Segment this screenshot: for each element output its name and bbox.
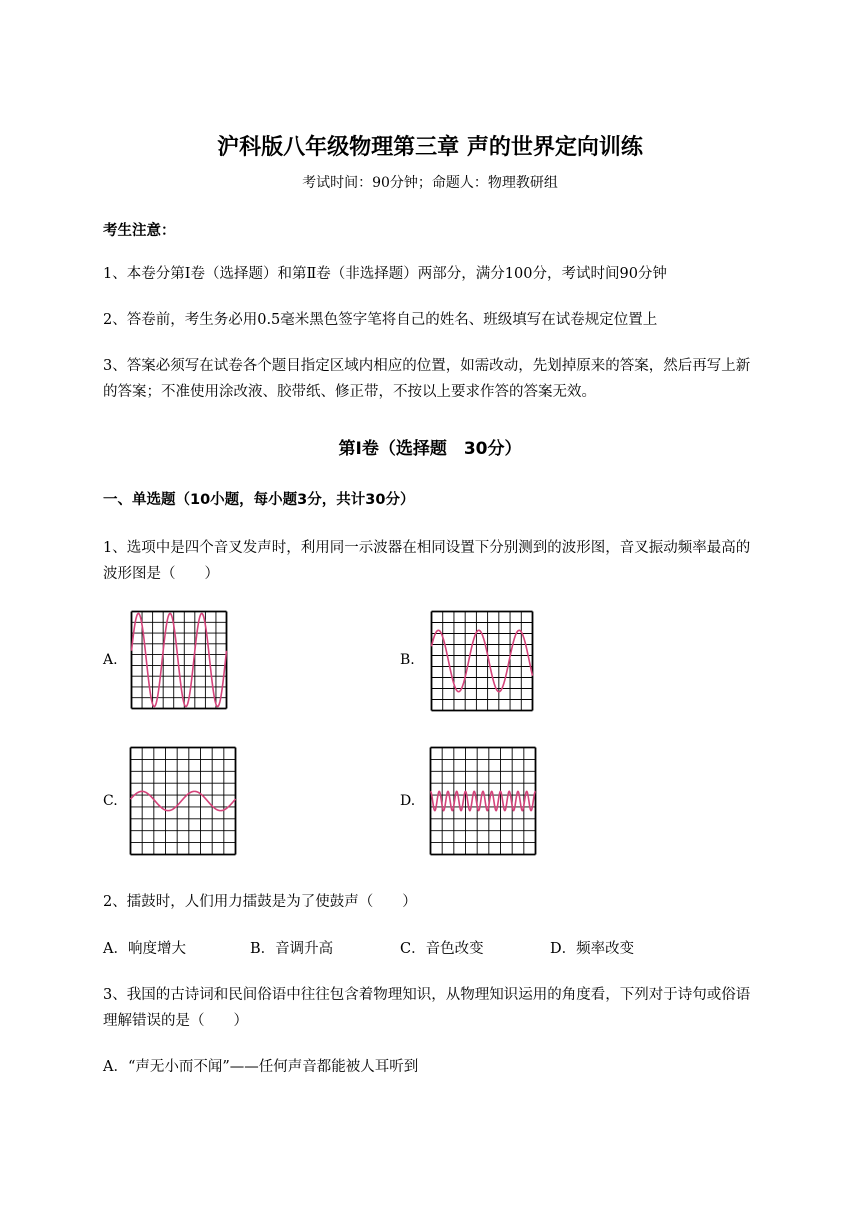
question-2-stem: 2、擂鼓时，人们用力擂鼓是为了使鼓声（ ） (103, 894, 417, 910)
notice-heading: 考生注意： (103, 223, 176, 239)
waveform-line (432, 630, 533, 691)
page-title: 沪科版八年级物理第三章 声的世界定向训练 (217, 135, 643, 160)
q1-option-d-waveform[interactable] (429, 746, 537, 856)
q1-option-c-label[interactable]: C. (103, 793, 118, 809)
q2-option-c[interactable]: C．音色改变 (400, 941, 484, 957)
q1-option-a-label[interactable]: A. (103, 652, 118, 668)
q1-option-b-waveform[interactable] (430, 610, 534, 712)
q1-option-b-label[interactable]: B. (400, 652, 415, 668)
question-1-stem: 1、选项中是四个音叉发声时，利用同一示波器在相同设置下分别测到的波形图，音叉振动频率最高的 (103, 540, 751, 556)
q2-option-d[interactable]: D．频率改变 (550, 941, 635, 957)
q3-option-a[interactable]: A．“声无小而不闻”——任何声音都能被人耳听到 (103, 1059, 419, 1075)
question-3-stem-cont: 理解错误的是（ ） (103, 1013, 248, 1029)
part-title: 一、单选题（10小题，每小题3分，共计30分） (103, 492, 415, 508)
waveform-line (132, 613, 227, 706)
q1-option-a-waveform[interactable] (130, 610, 228, 710)
notice-item-3: 3、答案必须写在试卷各个题目指定区域内相应的位置，如需改动，先划掉原来的答案，然后再写上新 (103, 358, 751, 374)
notice-item-3-cont: 的答案；不准使用涂改液、胶带纸、修正带，不按以上要求作答的答案无效。 (103, 384, 596, 400)
waveform-line (131, 791, 236, 810)
question-1-stem-cont: 波形图是（ ） (103, 566, 219, 582)
notice-item-1: 1、本卷分第Ⅰ卷（选择题）和第Ⅱ卷（非选择题）两部分，满分100分，考试时间90分钟 (103, 266, 667, 282)
question-3-stem: 3、我国的古诗词和民间俗语中往往包含着物理知识，从物理知识运用的角度看，下列对于诗句或俗语 (103, 987, 751, 1003)
notice-item-2: 2、答卷前，考生务必用0.5毫米黑色签字笔将自己的姓名、班级填写在试卷规定位置上 (103, 312, 658, 328)
section-title: 第Ⅰ卷（选择题 30分） (338, 439, 522, 459)
q2-option-a[interactable]: A．响度增大 (103, 941, 186, 957)
q1-option-c-waveform[interactable] (129, 746, 237, 856)
waveform-line (431, 791, 536, 810)
q2-option-b[interactable]: B．音调升高 (250, 941, 334, 957)
exam-info: 考试时间：90分钟；命题人：物理教研组 (302, 175, 558, 191)
q1-option-d-label[interactable]: D. (400, 793, 416, 809)
